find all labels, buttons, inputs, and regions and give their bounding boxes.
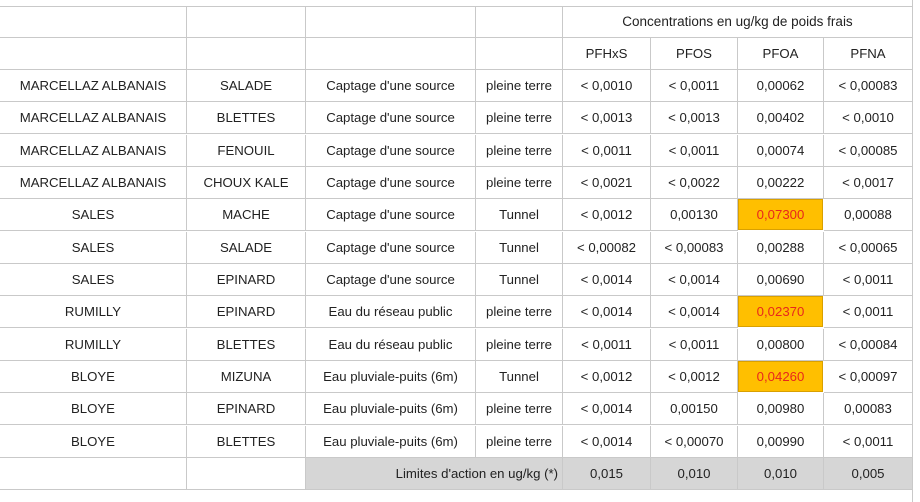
cell-legume[interactable]: EPINARD [187,296,306,328]
cell-pfhxs[interactable]: < 0,0010 [563,70,651,102]
cell-pfna[interactable]: < 0,0011 [824,264,913,296]
cell-pfna[interactable]: < 0,0011 [824,296,913,328]
header-blank-cell[interactable] [306,38,476,70]
cell-pfna[interactable]: 0,00088 [824,199,913,231]
cell-pfna[interactable]: < 0,00083 [824,70,913,102]
cell-water-source[interactable]: Captage d'une source [306,167,476,199]
cell-pfna[interactable]: < 0,00084 [824,329,913,361]
cell-water-source[interactable]: Eau du réseau public [306,296,476,328]
cell-pfoa[interactable]: 0,00288 [738,232,824,264]
cell-culture[interactable]: pleine terre [476,296,563,328]
cell-pfoa[interactable]: 0,00800 [738,329,824,361]
cell-pfhxs[interactable]: < 0,0021 [563,167,651,199]
limit-pfos[interactable]: 0,010 [651,458,738,490]
header-blank-cell[interactable] [187,6,306,38]
limits-blank-cell[interactable] [0,458,187,490]
cell-culture[interactable]: pleine terre [476,135,563,167]
cell-pfna[interactable]: 0,00083 [824,393,913,425]
cell-pfos[interactable]: < 0,0011 [651,329,738,361]
cell-culture[interactable]: Tunnel [476,264,563,296]
cell-pfoa[interactable]: 0,00980 [738,393,824,425]
column-header-pfna[interactable]: PFNA [824,38,913,70]
cell-water-source[interactable]: Eau pluviale-puits (6m) [306,426,476,458]
cell-legume[interactable]: CHOUX KALE [187,167,306,199]
cell-pfos[interactable]: < 0,0013 [651,102,738,134]
cell-pfna[interactable]: < 0,00097 [824,361,913,393]
cell-commune[interactable]: MARCELLAZ ALBANAIS [0,102,187,134]
cell-pfos[interactable]: < 0,00083 [651,232,738,264]
cell-pfhxs[interactable]: < 0,0012 [563,199,651,231]
cell-pfna[interactable]: < 0,00065 [824,232,913,264]
cell-pfos[interactable]: < 0,0022 [651,167,738,199]
cell-pfoa-exceeds-limit[interactable]: 0,04260 [738,361,823,392]
cell-legume[interactable]: BLETTES [187,329,306,361]
cell-water-source[interactable]: Captage d'une source [306,135,476,167]
cell-pfna[interactable]: < 0,0010 [824,102,913,134]
cell-pfhxs[interactable]: < 0,0011 [563,329,651,361]
cell-water-source[interactable]: Captage d'une source [306,70,476,102]
cell-pfhxs[interactable]: < 0,0014 [563,264,651,296]
limit-pfoa[interactable]: 0,010 [738,458,824,490]
cell-pfos[interactable]: < 0,0011 [651,135,738,167]
cell-legume[interactable]: SALADE [187,70,306,102]
cell-legume[interactable]: SALADE [187,232,306,264]
cell-culture[interactable]: pleine terre [476,167,563,199]
cell-pfos[interactable]: 0,00150 [651,393,738,425]
cell-pfoa[interactable]: 0,00074 [738,135,824,167]
column-header-pfhxs[interactable]: PFHxS [563,38,651,70]
cell-commune[interactable]: BLOYE [0,426,187,458]
cell-pfos[interactable]: < 0,0014 [651,296,738,328]
cell-legume[interactable]: EPINARD [187,393,306,425]
header-blank-cell[interactable] [476,6,563,38]
limits-blank-cell[interactable] [187,458,306,490]
cell-pfos[interactable]: 0,00130 [651,199,738,231]
cell-commune[interactable]: MARCELLAZ ALBANAIS [0,135,187,167]
cell-water-source[interactable]: Eau du réseau public [306,329,476,361]
sheet-right-edge [912,0,920,502]
cell-pfna[interactable]: < 0,0017 [824,167,913,199]
cell-pfoa-exceeds-limit[interactable]: 0,07300 [738,199,823,230]
cell-legume[interactable]: BLETTES [187,102,306,134]
cell-legume[interactable]: EPINARD [187,264,306,296]
cell-pfoa[interactable]: 0,00222 [738,167,824,199]
cell-pfhxs[interactable]: < 0,0012 [563,361,651,393]
cell-commune[interactable]: MARCELLAZ ALBANAIS [0,167,187,199]
cell-pfna[interactable]: < 0,0011 [824,426,913,458]
cell-culture[interactable]: Tunnel [476,361,563,393]
limit-pfhxs[interactable]: 0,015 [563,458,651,490]
cell-commune[interactable]: BLOYE [0,361,187,393]
cell-pfoa-exceeds-limit[interactable]: 0,02370 [738,296,823,327]
header-blank-cell[interactable] [476,38,563,70]
cell-pfhxs[interactable]: < 0,0014 [563,296,651,328]
cell-legume[interactable]: MIZUNA [187,361,306,393]
cell-water-source[interactable]: Captage d'une source [306,232,476,264]
cell-commune[interactable]: SALES [0,232,187,264]
column-header-pfos[interactable]: PFOS [651,38,738,70]
header-blank-cell[interactable] [306,6,476,38]
cell-commune[interactable]: BLOYE [0,393,187,425]
cell-legume[interactable]: FENOUIL [187,135,306,167]
cell-pfos[interactable]: < 0,0011 [651,70,738,102]
cell-pfhxs[interactable]: < 0,0014 [563,426,651,458]
header-blank-cell[interactable] [187,38,306,70]
cell-commune[interactable]: RUMILLY [0,329,187,361]
cell-culture[interactable]: pleine terre [476,70,563,102]
cell-water-source[interactable]: Captage d'une source [306,199,476,231]
cell-pfoa[interactable]: 0,00402 [738,102,824,134]
cell-pfos[interactable]: < 0,00070 [651,426,738,458]
cell-pfna[interactable]: < 0,00085 [824,135,913,167]
cell-culture[interactable]: pleine terre [476,329,563,361]
limit-pfna[interactable]: 0,005 [824,458,913,490]
cell-pfoa[interactable]: 0,00990 [738,426,824,458]
cell-culture[interactable]: Tunnel [476,232,563,264]
cell-water-source[interactable]: Captage d'une source [306,264,476,296]
cell-legume[interactable]: MACHE [187,199,306,231]
cell-commune[interactable]: MARCELLAZ ALBANAIS [0,70,187,102]
cell-water-source[interactable]: Captage d'une source [306,102,476,134]
cell-pfhxs[interactable]: < 0,00082 [563,232,651,264]
column-header-pfoa[interactable]: PFOA [738,38,824,70]
cell-pfhxs[interactable]: < 0,0014 [563,393,651,425]
cell-pfos[interactable]: < 0,0014 [651,264,738,296]
cell-commune[interactable]: SALES [0,264,187,296]
cell-pfhxs[interactable]: < 0,0013 [563,102,651,134]
cell-legume[interactable]: BLETTES [187,426,306,458]
cell-pfhxs[interactable]: < 0,0011 [563,135,651,167]
cell-culture[interactable]: pleine terre [476,393,563,425]
header-blank-cell[interactable] [0,38,187,70]
cell-culture[interactable]: Tunnel [476,199,563,231]
cell-commune[interactable]: RUMILLY [0,296,187,328]
limits-label[interactable]: Limites d'action en ug/kg (*) [306,458,563,490]
concentration-title[interactable]: Concentrations en ug/kg de poids frais [563,6,913,38]
cell-pfoa[interactable]: 0,00690 [738,264,824,296]
cell-water-source[interactable]: Eau pluviale-puits (6m) [306,361,476,393]
cell-commune[interactable]: SALES [0,199,187,231]
cell-culture[interactable]: pleine terre [476,426,563,458]
cell-pfoa[interactable]: 0,00062 [738,70,824,102]
cell-culture[interactable]: pleine terre [476,102,563,134]
cell-pfos[interactable]: < 0,0012 [651,361,738,393]
cell-water-source[interactable]: Eau pluviale-puits (6m) [306,393,476,425]
header-blank-cell[interactable] [0,6,187,38]
